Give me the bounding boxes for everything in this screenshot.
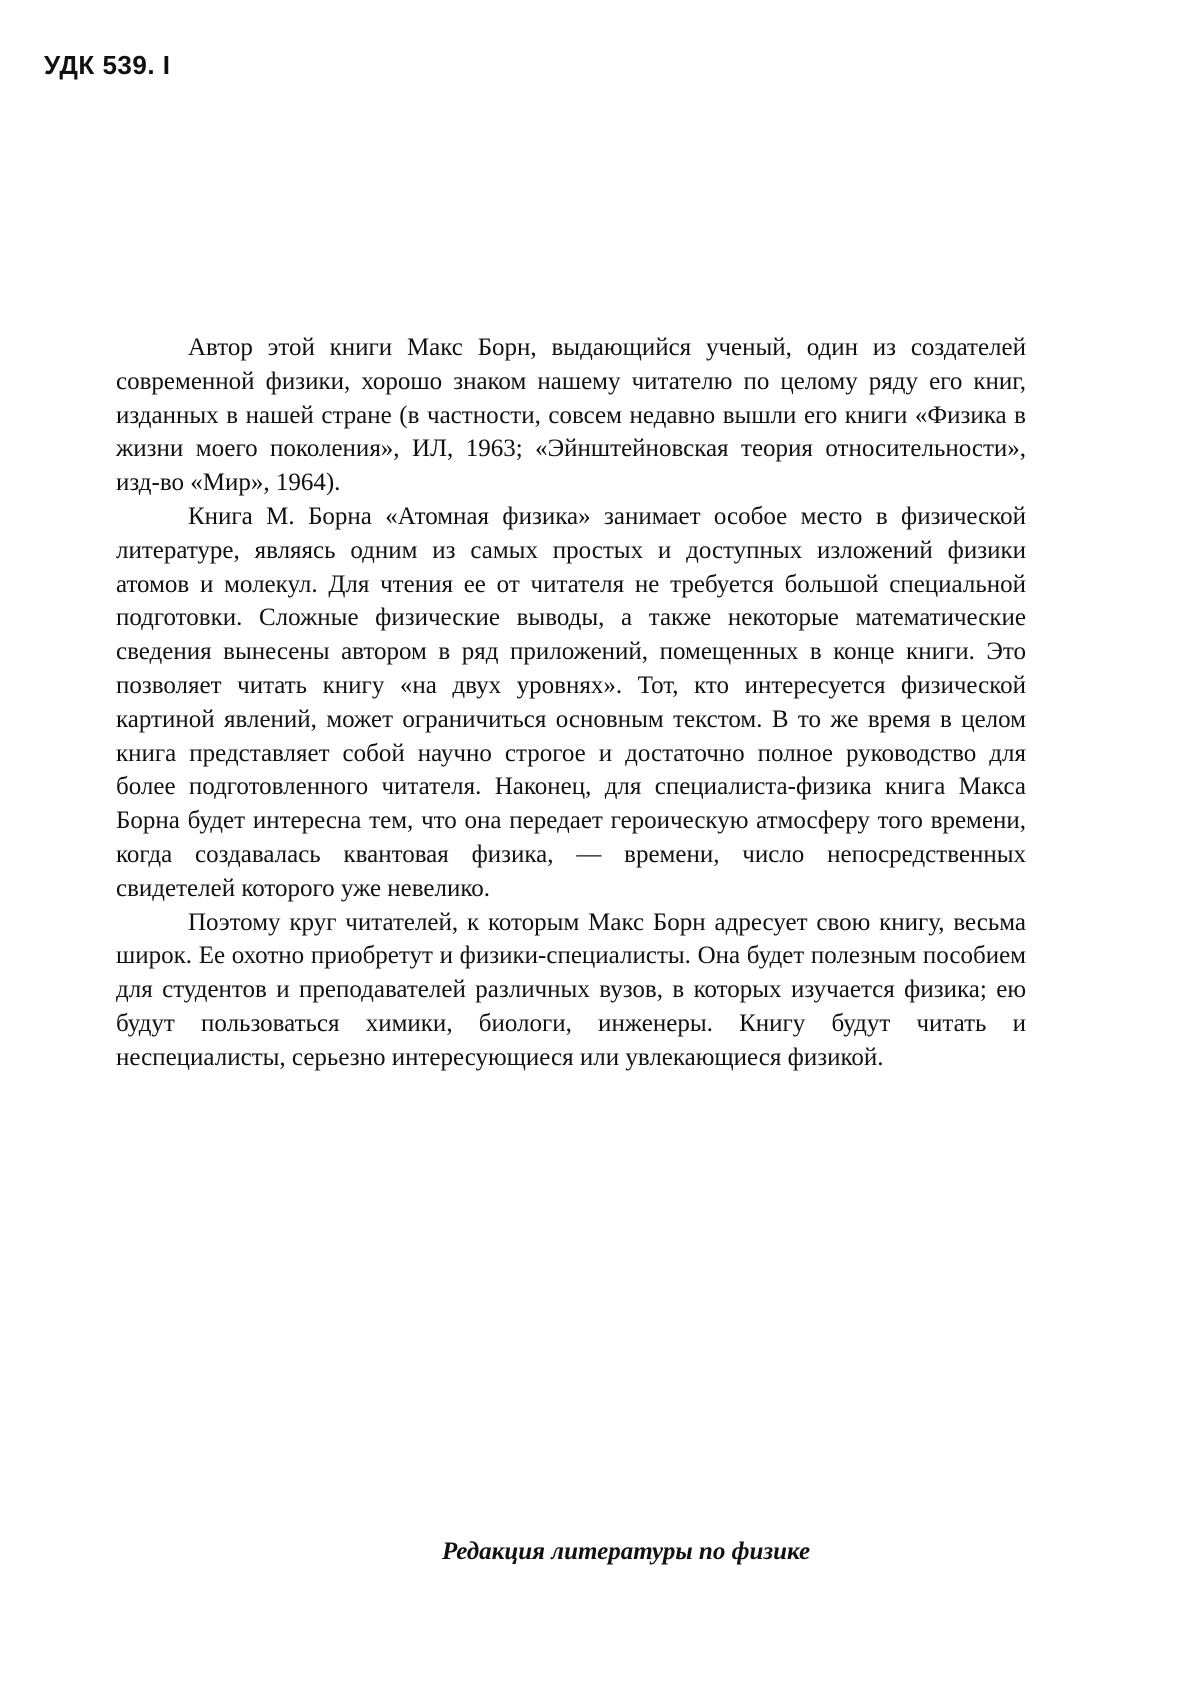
- annotation-paragraph: Поэтому круг читателей, к которым Макс Борн адресует свою книгу, весьма широк. Ее охотно приобретут и физики-специалисты. Она будет полезным пособием для студентов и преподавателей различных вузов, в которых изучается физика; ею будут пользоваться химики, биологи, инженеры. Книгу будут читать и неспециалисты, серьезно интересующиеся или увлекающиеся физикой.: [116, 908, 1026, 1071]
- udk-code: УДК 539. I: [44, 50, 171, 80]
- annotation-paragraph: Автор этой книги Макс Борн, выдающийся ученый, один из создателей современной физики, хорошо знаком нашему читателю по целому ряду его книг, изданных в нашей стране (в частности, совсем недавно вышли его книги «Физика в жизни моего поколения», ИЛ, 1963; «Эйнштейновская теория относительности», изд-во «Мир», 1964).: [116, 334, 1026, 497]
- annotation-text: [116, 331, 1026, 1075]
- editorial-office-line: Редакция литературы по физике: [441, 1538, 811, 1565]
- annotation-paragraph: Книга М. Борна «Атомная физика» занимает особое место в физической литературе, являясь одним из самых простых и доступных изложений физики атомов и молекул. Для чтения ее от читателя не требуется большой специальной подготовки. Сложные физические выводы, а также некоторые математические сведения вынесены автором в ряд приложений, помещенных в конце книги. Это позволяет читать книгу «на двух уровнях». Тот, кто интересуется физической картиной явлений, может ограничиться основным текстом. В то же время в целом книга представляет собой научно строгое и достаточно полное руководство для более подготовленного читателя. Наконец, для специалиста-физика книга Макса Борна будет интересна тем, что она передает героическую атмосферу того времени, когда создавалась квантовая физика, — времени, число непосредственных свидетелей которого уже невелико.: [116, 502, 1026, 902]
